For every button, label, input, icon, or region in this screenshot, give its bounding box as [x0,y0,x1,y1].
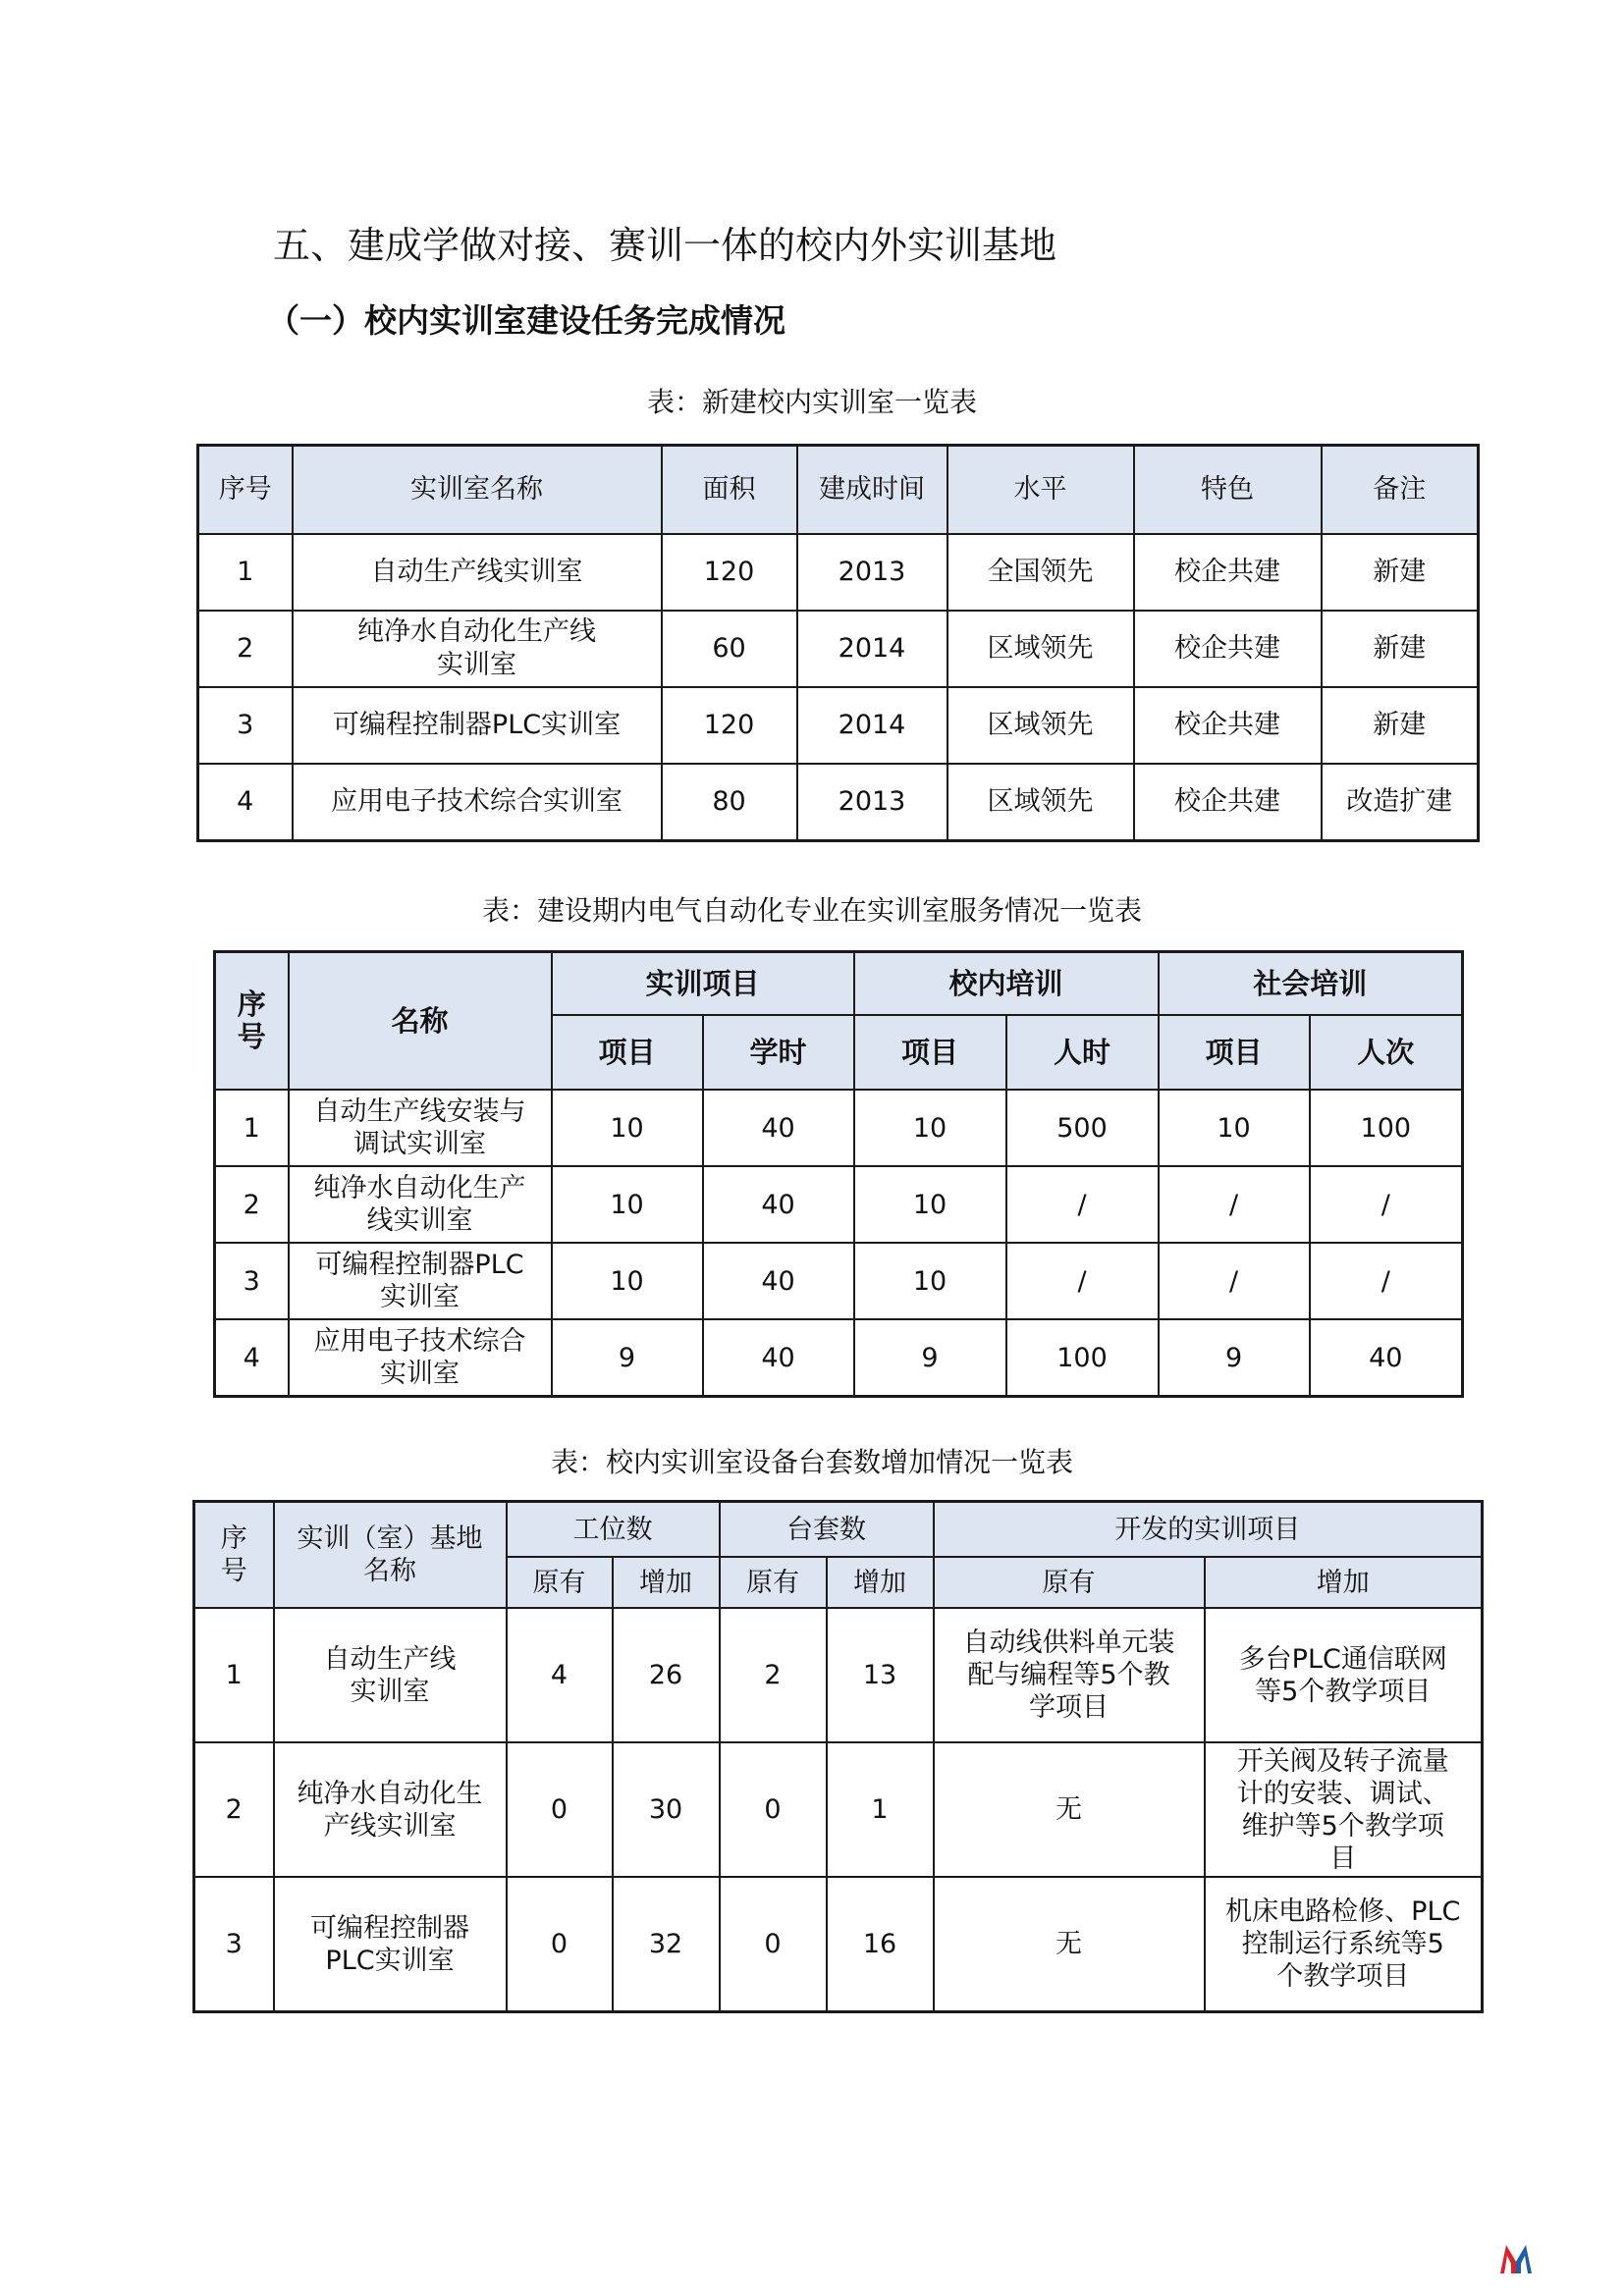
table-cell: 13 [827,1608,934,1742]
table-cell: 2 [198,611,293,687]
table-cell: 100 [1310,1090,1463,1166]
table3-row [194,1877,1483,2012]
table2-row [215,1090,1463,1166]
table-cell: 可编程控制器 PLC实训室 [274,1877,507,2012]
table-cell: 机床电路检修、PLC 控制运行系统等5 个教学项目 [1205,1877,1483,2012]
table-cell: 0 [507,1742,613,1877]
table-cell: 10 [552,1243,703,1319]
table-cell: 10 [552,1090,703,1166]
table-cell: 10 [1159,1090,1310,1166]
table-cell: 2 [720,1608,827,1742]
table-cell: 120 [662,534,797,611]
table-cell: 40 [703,1090,854,1166]
table-cell: 开关阀及转子流量 计的安装、调试、 维护等5个教学项 目 [1205,1742,1483,1877]
table1-header-cell: 特色 [1134,446,1322,535]
table-cell: 9 [1159,1319,1310,1397]
table-cell: 10 [854,1243,1006,1319]
table2-subheader-cell: 项目 [1159,1015,1310,1090]
table-cell: 2014 [797,611,947,687]
table1-body [198,534,1479,841]
table-cell: 无 [934,1877,1205,2012]
table-cell: 无 [934,1742,1205,1877]
table-cell: 2013 [797,534,947,611]
table3-header-workstations: 工位数 [507,1502,720,1558]
table1-header-cell: 面积 [662,446,797,535]
table-cell: 0 [720,1742,827,1877]
table3-subheader-cell: 增加 [613,1557,720,1608]
table-cell: 40 [1310,1319,1463,1397]
table-cell: 新建 [1322,687,1479,764]
table2-subheader-cell: 人次 [1310,1015,1463,1090]
table2-body [215,1090,1463,1397]
table-cell: 2014 [797,687,947,764]
table-cell: 应用电子技术综合 实训室 [289,1319,552,1397]
section-title: 五、建成学做对接、赛训一体的校内外实训基地 [273,224,1057,267]
table-cell: 改造扩建 [1322,764,1479,841]
table3-subheader-cell: 原有 [934,1557,1205,1608]
m-logo-icon [1498,2242,1534,2275]
table3-header-projects: 开发的实训项目 [934,1502,1483,1558]
table-cell: 可编程控制器PLC实训室 [293,687,662,764]
table3-header-sets: 台套数 [720,1502,934,1558]
equipment-increase-table [192,1500,1484,2013]
table-cell: 1 [215,1090,289,1166]
table-cell: 4 [507,1608,613,1742]
table3-header-row [194,1502,1483,1558]
table3-subheader-cell: 增加 [827,1557,934,1608]
table-cell: 30 [613,1742,720,1877]
table-cell: 100 [1006,1319,1159,1397]
table1-caption: 表：新建校内实训室一览表 [646,386,977,418]
table-cell: 1 [827,1742,934,1877]
table3-caption: 表：校内实训室设备台套数增加情况一览表 [550,1446,1073,1478]
table-cell: 10 [854,1090,1006,1166]
table2-header-row [215,952,1463,1016]
table2-header-campus-training: 校内培训 [854,952,1159,1016]
table-cell: 0 [507,1877,613,2012]
table-cell: 10 [854,1166,1006,1243]
table3-body [194,1608,1483,2012]
new-labs-table [196,444,1480,842]
table2-header-social-training: 社会培训 [1159,952,1463,1016]
table-cell: 校企共建 [1134,687,1322,764]
table2-caption: 表：建设期内电气自动化专业在实训室服务情况一览表 [481,894,1142,927]
table1-header-cell: 建成时间 [797,446,947,535]
table2-row [215,1319,1463,1397]
table-cell: 校企共建 [1134,764,1322,841]
table-cell: / [1006,1166,1159,1243]
table3-row [194,1608,1483,1742]
table3-subheader-cell: 增加 [1205,1557,1483,1608]
table-cell: 校企共建 [1134,534,1322,611]
table-cell: 区域领先 [947,611,1134,687]
table-cell: 9 [854,1319,1006,1397]
table1-header-cell: 备注 [1322,446,1479,535]
table-cell: 4 [215,1319,289,1397]
table-cell: 可编程控制器PLC 实训室 [289,1243,552,1319]
table-cell: / [1310,1166,1463,1243]
table-cell: / [1159,1166,1310,1243]
table2-subheader-cell: 人时 [1006,1015,1159,1090]
table-cell: 多台PLC通信联网 等5个教学项目 [1205,1608,1483,1742]
table1-row [198,687,1479,764]
table-cell: 1 [198,534,293,611]
table-cell: 全国领先 [947,534,1134,611]
table-cell: 纯净水自动化生产 线实训室 [289,1166,552,1243]
table-cell: 40 [703,1319,854,1397]
table-cell: 3 [194,1877,274,2012]
table-cell: 应用电子技术综合实训室 [293,764,662,841]
table-cell: 3 [215,1243,289,1319]
table-cell: 500 [1006,1090,1159,1166]
table-cell: 纯净水自动化生 产线实训室 [274,1742,507,1877]
table-cell: 新建 [1322,611,1479,687]
table-cell: / [1310,1243,1463,1319]
lab-service-table [213,950,1464,1398]
table1-header-cell: 实训室名称 [293,446,662,535]
table1-header-cell: 序号 [198,446,293,535]
table-cell: 自动生产线安装与 调试实训室 [289,1090,552,1166]
table-cell: 26 [613,1608,720,1742]
table-cell: / [1006,1243,1159,1319]
table3-subheader-cell: 原有 [507,1557,613,1608]
table2-subheader-cell: 项目 [552,1015,703,1090]
table2-header-seq: 序 号 [215,952,289,1091]
table-cell: 40 [703,1166,854,1243]
table-cell: 120 [662,687,797,764]
table3-header-seq: 序 号 [194,1502,274,1609]
table3-subheader-cell: 原有 [720,1557,827,1608]
subsection-title: （一）校内实训室建设任务完成情况 [267,301,785,340]
table-cell: 10 [552,1166,703,1243]
table-cell: 1 [194,1608,274,1742]
table-cell: 80 [662,764,797,841]
table-cell: 40 [703,1243,854,1319]
table1-header-row [198,446,1479,535]
table-cell: 0 [720,1877,827,2012]
table-cell: 纯净水自动化生产线 实训室 [293,611,662,687]
table-cell: 16 [827,1877,934,2012]
table1-row [198,611,1479,687]
table2-subheader-cell: 学时 [703,1015,854,1090]
table2-row [215,1243,1463,1319]
table-cell: 自动生产线实训室 [293,534,662,611]
table-cell: / [1159,1243,1310,1319]
table-cell: 新建 [1322,534,1479,611]
table1-row [198,764,1479,841]
table-cell: 自动线供料单元装 配与编程等5个教 学项目 [934,1608,1205,1742]
table-cell: 32 [613,1877,720,2012]
table2-row [215,1166,1463,1243]
table2-header-name: 名称 [289,952,552,1091]
table-cell: 2 [194,1742,274,1877]
table-cell: 区域领先 [947,764,1134,841]
table-cell: 2 [215,1166,289,1243]
table2-subheader-cell: 项目 [854,1015,1006,1090]
table-cell: 校企共建 [1134,611,1322,687]
table-cell: 4 [198,764,293,841]
table-cell: 3 [198,687,293,764]
table3-header-name: 实训（室）基地 名称 [274,1502,507,1609]
table3-row [194,1742,1483,1877]
table-cell: 2013 [797,764,947,841]
table1-row [198,534,1479,611]
table1-header-cell: 水平 [947,446,1134,535]
table-cell: 区域领先 [947,687,1134,764]
table-cell: 60 [662,611,797,687]
table2-header-training-items: 实训项目 [552,952,854,1016]
table-cell: 9 [552,1319,703,1397]
table-cell: 自动生产线 实训室 [274,1608,507,1742]
